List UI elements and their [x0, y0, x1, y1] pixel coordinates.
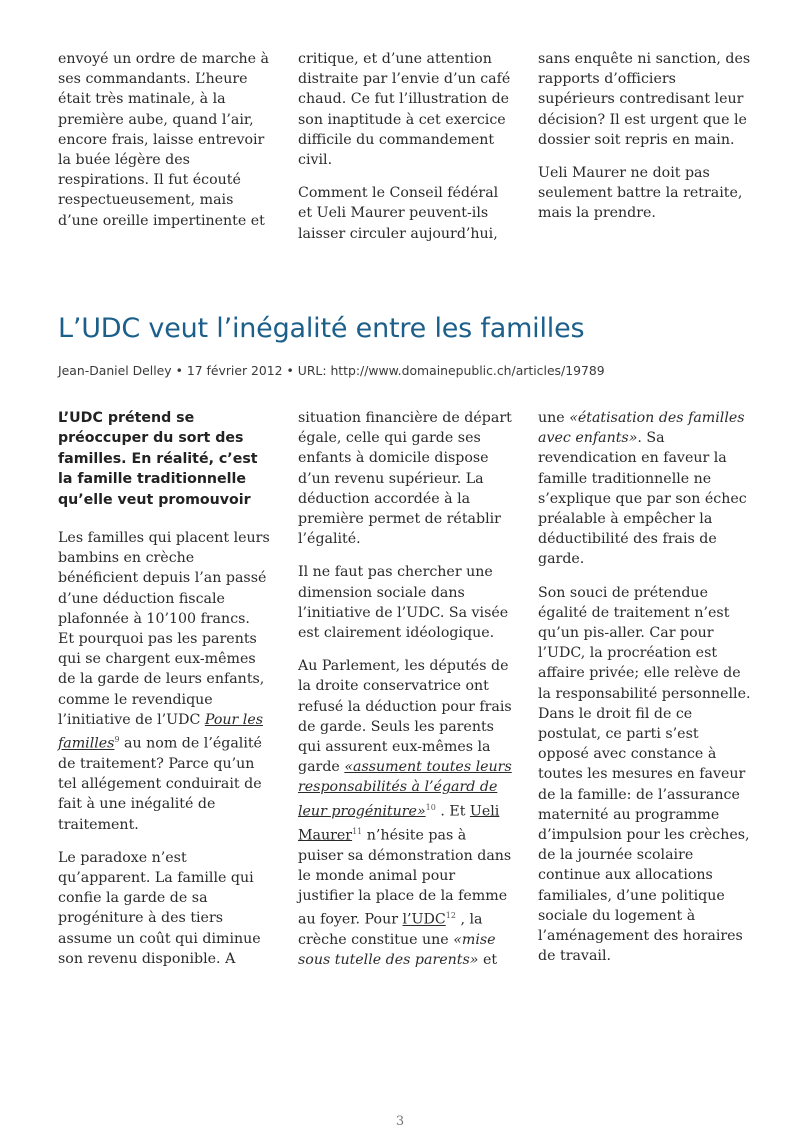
paragraph: Il ne faut pas chercher une dimension sociale dans l’initiative de l’UDC. Sa visée est clairement idéologique.	[298, 564, 509, 642]
paragraph	[538, 408, 752, 570]
paragraph	[298, 656, 512, 970]
paragraph	[58, 528, 270, 835]
text-run: Au Parlement, les députés de la droite conservatrice ont refusé la déduction pour frais de garde. Seuls les parents qui assurent eux-mêmes la garde	[298, 658, 512, 776]
quote-emphasis: «mise sous tutelle des parents»	[298, 932, 496, 969]
paragraph: Comment le Conseil fédéral et Ueli Maurer peuvent-ils laisser circuler aujourd’hui,	[298, 185, 499, 242]
paragraph: Son souci de prétendue égalité de traitement n’est qu’un pis-aller. Car pour l’UDC, la procréation est affaire privée; elle relève de la responsabilité personnelle. Dans le droit fil de ce postulat, ce parti s’est opposé avec constance à toutes les mesures en faveur de la famille: de l’assurance maternité au programme d’impulsion pour les crèches, de la journée scolaire continue aux allocations familiales, d’une politique sociale du logement à l’aménagement des horaires de travail.	[538, 584, 751, 965]
paragraph: critique, et d’une attention distraite par l’envie d’un café chaud. Ce fut l’illustration de son inaptitude à cet exercice difficile du commandement civil.	[298, 51, 511, 169]
link-text: Pour les familles	[58, 711, 264, 752]
top-column-2	[298, 49, 512, 257]
article-column-3	[538, 408, 752, 979]
article-column-2	[298, 408, 512, 983]
paragraph: Ueli Maurer ne doit pas seulement battre la retraite, mais la prendre.	[538, 165, 743, 222]
text-run: au nom de l’égalité de traitement? Parce qu’un tel allégement conduirait de fait à une inégalité de traitement.	[58, 735, 262, 833]
footnote-ref: 10	[425, 802, 436, 812]
text-run: et	[478, 952, 498, 969]
footnote-ref: 12	[445, 911, 456, 921]
top-column-1	[58, 49, 270, 244]
article-lead: L’UDC prétend se préoccuper du sort des familles. En réalité, c’est la famille traditionnelle qu’elle veut promouvoir	[58, 410, 258, 508]
page-number: 3	[395, 1114, 405, 1129]
paragraph: envoyé un ordre de marche à ses commandants. L’heure était très matinale, à la première aube, quand l’air, encore frais, laisse entrevoir la buée légère des respirations. Il fut écouté respectueusement, mais d’une oreille impertinente et	[58, 51, 270, 229]
text-run: . Et	[435, 803, 470, 820]
article-byline: Jean-Daniel Delley • 17 février 2012 • URL: http://www.domainepublic.ch/articles/19789	[58, 363, 605, 378]
text-run: une	[538, 410, 570, 426]
paragraph: Le paradoxe n’est qu’apparent. La famille qui confie la garde de sa progéniture à des tiers assume un coût qui diminue son revenu disponible. A	[58, 849, 261, 967]
footnote-ref: 9	[114, 735, 120, 745]
article-column-1	[58, 408, 270, 982]
paragraph: situation financière de départ égale, celle qui garde ses enfants à domicile dispose d’un revenu supérieur. La déduction accordée à la première permet de rétablir l’égalité.	[298, 410, 512, 548]
link-udc[interactable]: l’UDC	[402, 911, 446, 928]
article-title: L’UDC veut l’inégalité entre les familles	[58, 313, 585, 344]
top-column-3	[538, 49, 752, 237]
text-run: , la crèche constitue une	[298, 911, 483, 949]
link-text: «assument toutes leurs responsabilités à l’égard de leur progéniture»	[298, 759, 512, 820]
text-run: . Sa revendication en faveur la famille traditionnelle ne s’explique que par son échec préalable à empêcher la déductibilité des frais de garde.	[538, 430, 747, 568]
paragraph: sans enquête ni sanction, des rapports d’officiers supérieurs contredisant leur décision? Il est urgent que le dossier soit repris en main.	[538, 51, 751, 148]
text-run: Les familles qui placent leurs bambins en crèche bénéficient depuis l’an passé d’une déduction fiscale plafonnée à 10’100 francs. Et pourquoi pas les parents qui se chargent eux-mêmes de la garde de leurs enfants, comme le revendique l’initiative de l’UDC	[58, 530, 270, 728]
quote-emphasis: «étatisation des familles avec enfants»	[538, 410, 745, 447]
footnote-ref: 11	[352, 826, 363, 836]
text-run: n’hésite pas à puiser sa démonstration dans le monde animal pour justifier la place de la femme au foyer. Pour	[298, 827, 512, 928]
link-ueli-maurer[interactable]: Ueli Maurer	[298, 803, 500, 844]
